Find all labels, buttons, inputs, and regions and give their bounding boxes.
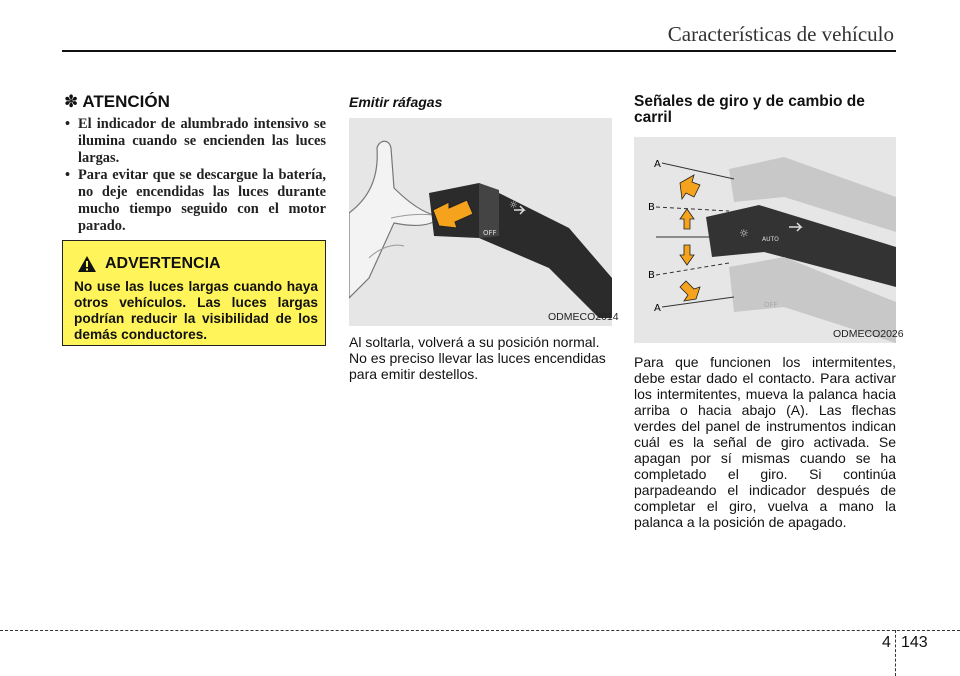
warning-title: ADVERTENCIA xyxy=(105,255,221,272)
stalk-auto-label: AUTO xyxy=(762,236,779,243)
warning-header xyxy=(77,255,221,273)
attention-title: ✽ ATENCIÓN xyxy=(64,92,170,111)
attention-item: • El indicador de alumbrado intensivo se ilumina cuando se encienden las luces largas. xyxy=(64,116,326,167)
header-rule xyxy=(62,50,896,52)
figure-code: ODMECO2026 xyxy=(833,328,904,340)
label-a-bottom: A xyxy=(654,303,661,314)
flash-subtitle: Emitir ráfagas xyxy=(349,94,443,110)
stalk-flash-illustration xyxy=(349,118,612,326)
label-b-bottom: B xyxy=(648,270,655,281)
stalk-off-label-lower: OFF xyxy=(764,301,778,309)
label-a-top: A xyxy=(654,159,661,170)
stalk-turn-illustration xyxy=(634,137,896,343)
chapter-title: Características de vehículo xyxy=(667,22,894,46)
warning-triangle-icon xyxy=(77,255,97,273)
warning-box xyxy=(62,240,326,346)
chapter-number: 4 xyxy=(882,634,891,651)
label-b-top: B xyxy=(648,202,655,213)
turn-section-title: Señales de giro y de cambio de carril xyxy=(634,93,865,126)
page-number: 143 xyxy=(901,634,928,651)
svg-text:☼: ☼ xyxy=(509,200,518,211)
footer-separator xyxy=(895,630,896,676)
svg-text:☼: ☼ xyxy=(739,227,749,240)
warning-body: No use las luces largas cuando haya otros vehículos. Las luces largas podrían reducir la visibilidad de los demás conductores. xyxy=(74,279,318,342)
turn-text: Para que funcionen los intermitentes, debe estar dado el contacto. Para activar los intermitentes, mueva la palanca hacia arriba o hacia abajo (A). Las flechas verdes del panel de instrumentos indican cuál es la señal de giro activada. Se apagan por sí mismas cuando se ha completado el giro. Si continúa parpadeando el indicador después de completar el giro, vuelva a mano la palanca a la posición de apagado. xyxy=(634,354,896,530)
flash-text: Al soltarla, volverá a su posición normal. No es preciso llevar las luces encendidas para emitir destellos. xyxy=(349,334,606,382)
footer-rule xyxy=(0,630,960,631)
flash-figure xyxy=(349,118,612,326)
stalk-off-label: OFF xyxy=(483,229,497,237)
figure-code: ODMECO2014 xyxy=(548,311,619,323)
attention-list xyxy=(64,116,326,235)
turn-figure xyxy=(634,137,896,343)
attention-item: • Para evitar que se descargue la batería, no deje encendidas las luces durante mucho tiempo seguido con el motor parado. xyxy=(64,167,326,235)
